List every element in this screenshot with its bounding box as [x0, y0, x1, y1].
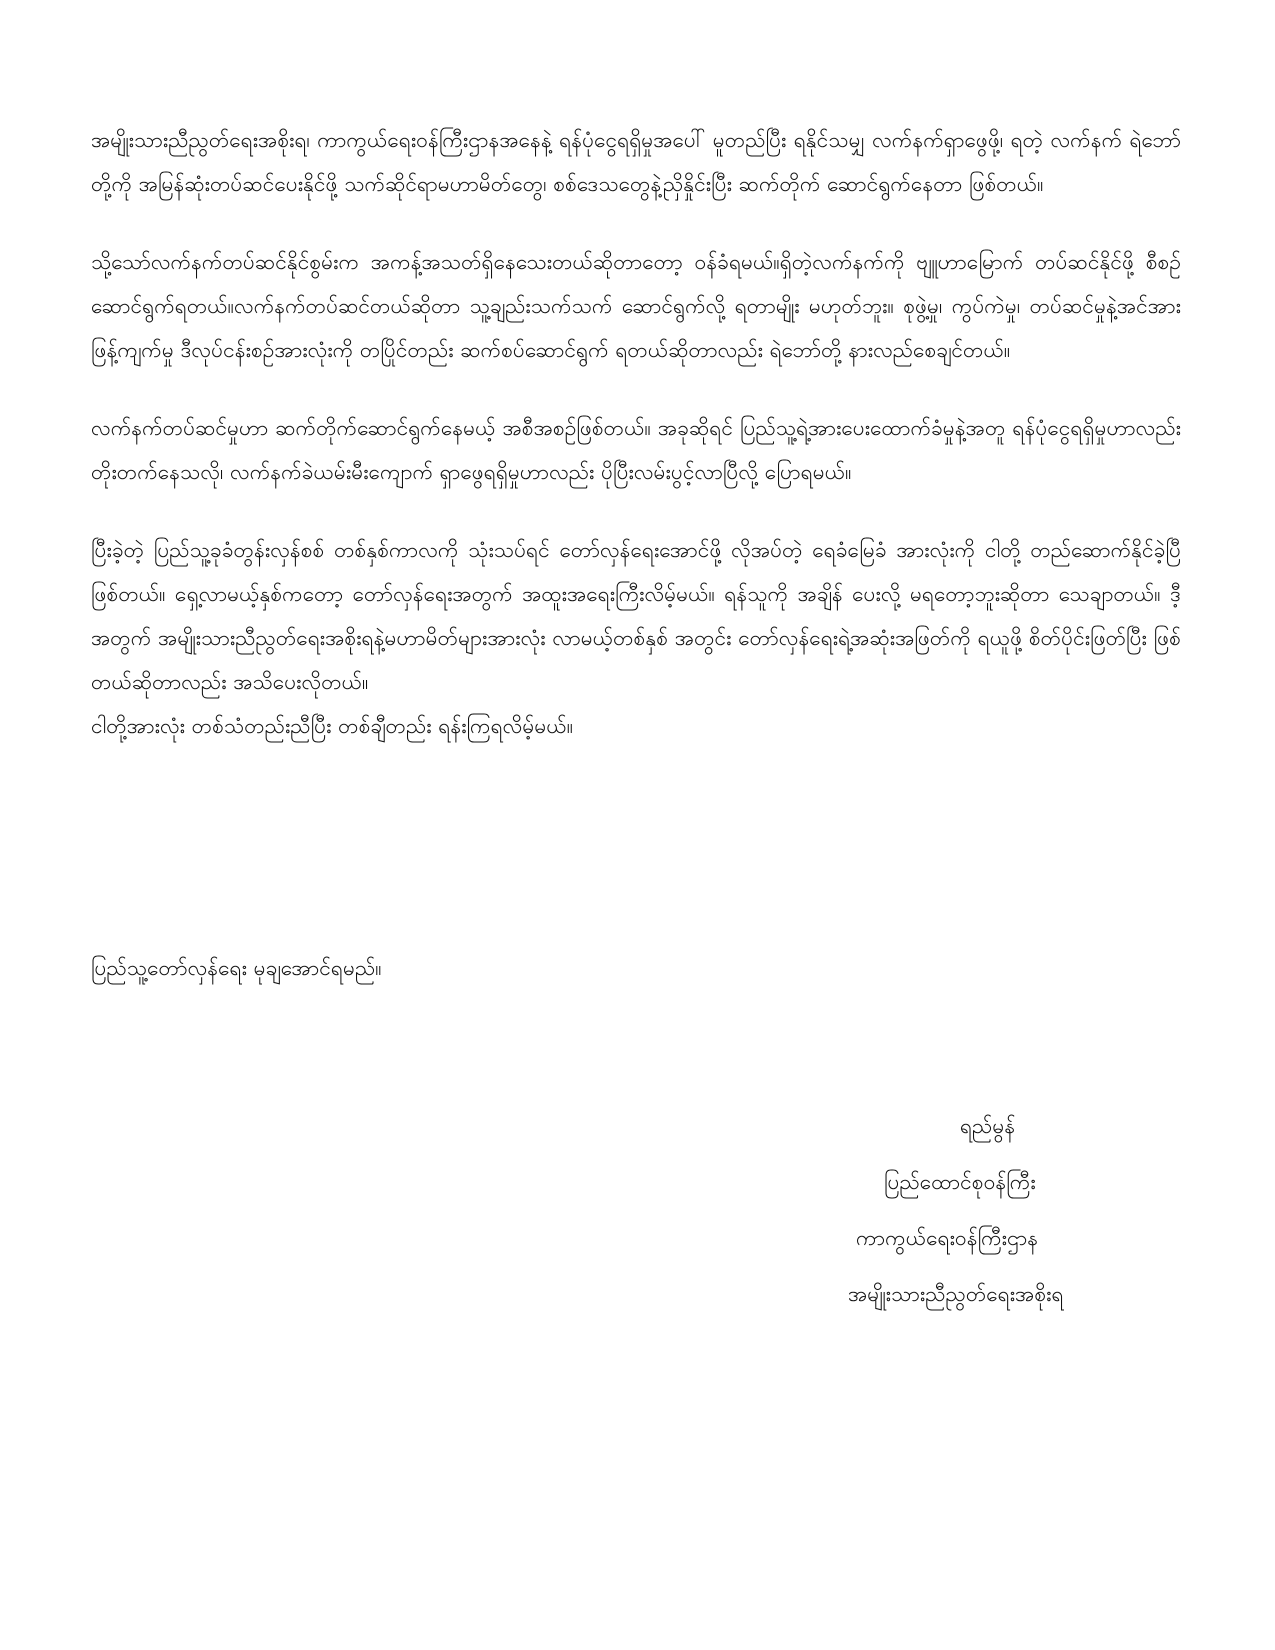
paragraph-3: လက်နက်တပ်ဆင်မှုဟာ ဆက်တိုက်ဆောင်ရွက်နေမယ့် အစီအစဉ်ဖြစ်တယ်။ အခုဆိုရင် ပြည်သူ့ရဲ့အားပေးထောက်ခံမှုနဲ့အတူ ရန်ပုံငွေရရှိမှုဟာလည်း တိုးတက်နေသလို၊ လက်နက်ခဲယမ်းမီးကျောက် ရှာဖွေရရှိမှုဟာလည်း ပိုပြီးလမ်းပွင့်လာပြီလို့ ပြောရမယ်။ [91, 416, 1181, 484]
paragraph-4: ပြီးခဲ့တဲ့ ပြည်သူ့ခုခံတွန်းလှန်စစ် တစ်နှစ်ကာလကို သုံးသပ်ရင် တော်လှန်ရေးအောင်ဖို့ လိုအပ်တဲ့ ရေခံမြေခံ အားလုံးကို ငါတို့ တည်ဆောက်နိုင်ခဲ့ပြီ ဖြစ်တယ်။ ရှေ့လာမယ့်နှစ်ကတော့ တော်လှန်ရေးအတွက် အထူးအရေးကြီးလိမ့်မယ်။ ရန်သူကို အချိန် ပေးလို့ မရတော့ဘူးဆိုတာ သေချာတယ်။ ဒီ့အတွက် အမျိုးသားညီညွတ်ရေးအစိုးရနဲ့မဟာမိတ်များအားလုံး လာမယ့်တစ်နှစ် အတွင်း တော်လှန်ရေးရဲ့အဆုံးအဖြတ်ကို ရယူဖို့ စိတ်ပိုင်းဖြတ်ပြီး ဖြစ်တယ်ဆိုတာလည်း အသိပေးလိုတယ်။ [91, 538, 1181, 694]
signatory-government: အမျိုးသားညီညွတ်ရေးအစိုးရ [848, 1282, 1064, 1306]
closing-slogan: ပြည်သူ့တော်လှန်ရေး မုချအောင်ရမည်။ [91, 956, 382, 980]
signatory-title: ပြည်ထောင်စုဝန်ကြီး [884, 1170, 1036, 1194]
document-body [91, 118, 1181, 782]
paragraph-1: အမျိုးသားညီညွတ်ရေးအစိုးရ၊ ကာကွယ်ရေးဝန်ကြီးဌာနအနေနဲ့ ရန်ပုံငွေရရှိမှုအပေါ် မူတည်ပြီး ရနိုင်သမျှ လက်နက်ရှာဖွေဖို့၊ ရတဲ့ လက်နက် ရဲဘော်တို့ကို အမြန်ဆုံးတပ်ဆင်ပေးနိုင်ဖို့ သက်ဆိုင်ရာမဟာမိတ်တွေ၊ စစ်ဒေသတွေနဲ့ညှိနှိုင်းပြီး ဆက်တိုက် ဆောင်ရွက်နေတာ ဖြစ်တယ်။ [91, 128, 1181, 196]
signatory-name: ရည်မွန် [960, 1114, 1016, 1138]
paragraph-5: ငါတို့အားလုံး တစ်သံတည်းညီပြီး တစ်ချီတည်း ရန်းကြရလိမ့်မယ်။ [91, 714, 574, 738]
paragraph-2: သို့သော်လက်နက်တပ်ဆင်နိုင်စွမ်းက အကန့်အသတ်ရှိနေသေးတယ်ဆိုတာတော့ ဝန်ခံရမယ်။ရှိတဲ့လက်နက်ကို ဗျူဟာမြောက် တပ်ဆင်နိုင်ဖို့ စီစဉ်ဆောင်ရွက်ရတယ်။လက်နက်တပ်ဆင်တယ်ဆိုတာ သူ့ချည်းသက်သက် ဆောင်ရွက်လို့ ရတာမျိုး မဟုတ်ဘူး။ စုဖွဲ့မှု၊ ကွပ်ကဲမှု၊ တပ်ဆင်မှုနဲ့အင်အားဖြန့်ကျက်မှု ဒီလုပ်ငန်းစဉ်အားလုံးကို တပြိုင်တည်း ဆက်စပ်ဆောင်ရွက် ရတယ်ဆိုတာလည်း ရဲဘော်တို့ နားလည်စေချင်တယ်။ [91, 250, 1181, 362]
signature-block [840, 1098, 1140, 1322]
signatory-ministry: ကာကွယ်ရေးဝန်ကြီးဌာန [856, 1226, 1039, 1250]
